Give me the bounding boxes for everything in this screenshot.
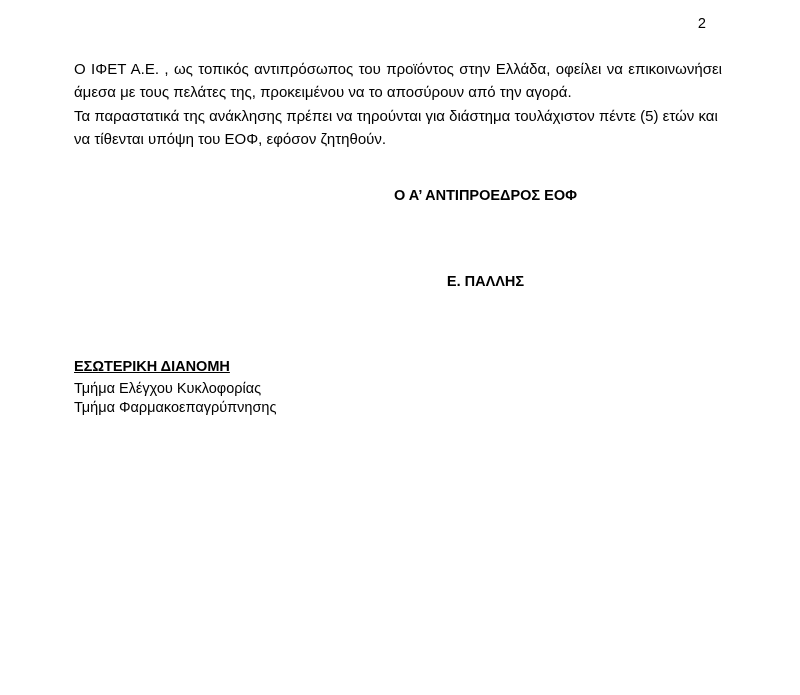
page-number: 2 <box>697 16 706 32</box>
distribution-heading: ΕΣΩΤΕΡΙΚΗ ΔΙΑΝΟΜΗ <box>74 359 230 375</box>
document-body <box>74 58 722 151</box>
distribution-item: Τμήμα Ελέγχου Κυκλοφορίας <box>74 380 262 397</box>
signatory-title: Ο Α’ ΑΝΤΙΠΡΟΕΔΡΟΣ ΕΟΦ <box>393 188 578 204</box>
signatory-name: Ε. ΠΑΛΛΗΣ <box>446 274 525 290</box>
signature-block <box>74 188 722 290</box>
internal-distribution-block <box>74 358 574 419</box>
body-paragraph-2: Τα παραστατικά της ανάκλησης πρέπει να τηρούνται για διάστημα τουλάχιστον πέντε (5) ετών και να τίθενται υπόψη του ΕΟΦ, εφόσον ζητηθούν. <box>74 107 718 148</box>
distribution-item: Τμήμα Φαρμακοεπαγρύπνησης <box>74 400 277 417</box>
body-paragraph-1: Ο ΙΦΕΤ Α.Ε. , ως τοπικός αντιπρόσωπος του προϊόντος στην Ελλάδα, οφείλει να επικοινωνήσει άμεσα με τους πελάτες της, προκειμένου να το αποσύρουν από την αγορά. <box>74 61 722 102</box>
